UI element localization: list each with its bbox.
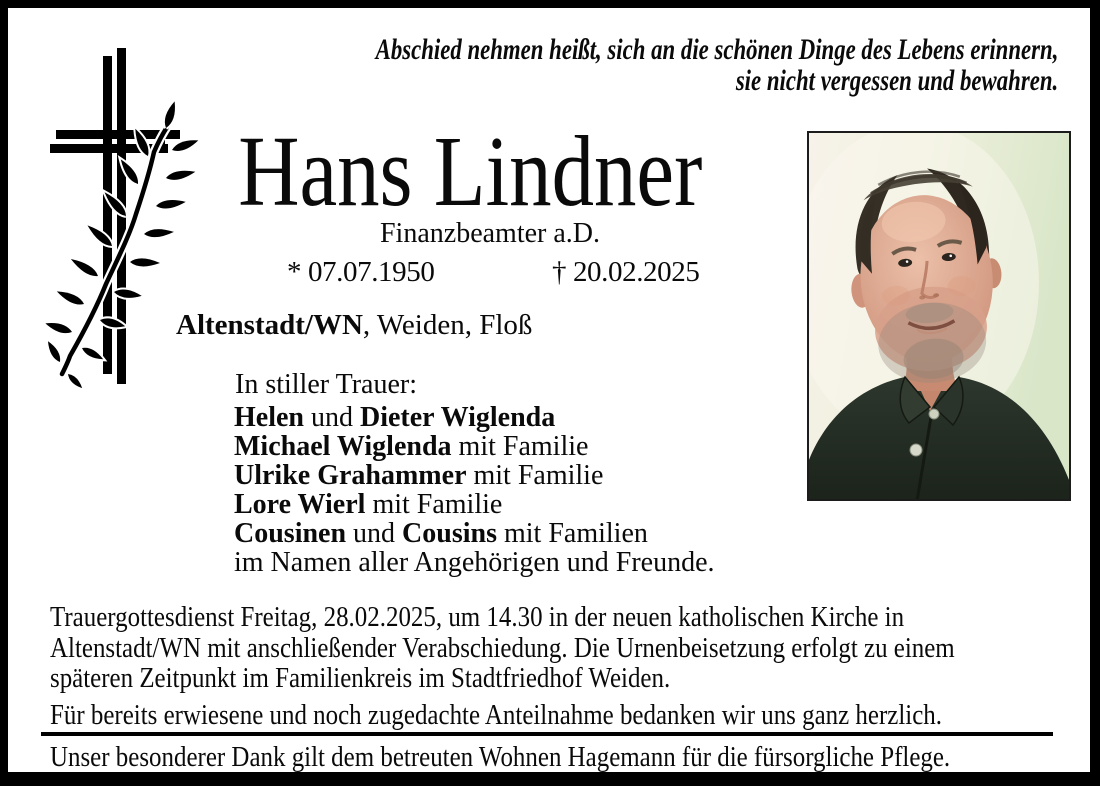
- text-segment: Dieter Wiglenda: [360, 402, 556, 433]
- mourner-line: [234, 432, 715, 461]
- text-segment: Helen: [234, 402, 304, 433]
- birth-date: * 07.07.1950: [287, 256, 435, 288]
- text-segment: mit Familien: [496, 518, 648, 549]
- text-segment: Cousins: [402, 518, 497, 549]
- death-date: † 20.02.2025: [552, 256, 700, 288]
- acknowledgement-text-2: Unser besonderer Dank gilt dem betreuten Wohnen Hagemann für die fürsorgliche Pflege.: [50, 741, 951, 773]
- mourning-intro: In stiller Trauer:: [235, 369, 417, 400]
- text-segment: Altenstadt/WN: [176, 309, 363, 341]
- text-segment: und: [304, 402, 360, 433]
- quote-line-2: sie nicht vergessen und bewahren.: [735, 64, 1058, 97]
- text-segment: im Namen aller Angehörigen und Freunde.: [234, 547, 715, 578]
- deceased-profession: Finanzbeamter a.D.: [379, 218, 601, 249]
- separator-rule: [41, 732, 1053, 736]
- text-segment: , Weiden, Floß: [362, 309, 533, 341]
- places-line: [176, 309, 532, 342]
- service-line: späteren Zeitpunkt im Familienkreis im Stadtfriedhof Weiden.: [50, 662, 671, 694]
- mourner-line: [234, 548, 715, 577]
- text-segment: und: [346, 518, 403, 549]
- mourner-line: [234, 461, 715, 490]
- portrait-photo: [807, 131, 1071, 501]
- service-line: Altenstadt/WN mit anschließender Verabschiedung. Die Urnenbeisetzung erfolgt zu einem: [50, 631, 955, 664]
- acknowledgement-line-1: [50, 700, 1087, 730]
- quote-line-1: Abschied nehmen heißt, sich an die schönen Dinge des Lebens erinnern,: [375, 33, 1058, 66]
- mourner-line: [234, 403, 715, 432]
- text-segment: Cousinen: [234, 518, 347, 549]
- service-paragraph: [50, 602, 1100, 694]
- acknowledgement-text-1: Für bereits erwiesene und noch zugedachte Anteilnahme bedanken wir uns ganz herzlich.: [50, 699, 942, 731]
- mourners-list: [234, 403, 715, 577]
- text-segment: Ulrike Grahammer: [234, 460, 467, 491]
- mourner-line: [234, 519, 715, 548]
- memorial-quote: [160, 34, 1058, 96]
- mourner-line: [234, 490, 715, 519]
- text-segment: Michael Wiglenda: [234, 431, 452, 462]
- service-line: Trauergottesdienst Freitag, 28.02.2025, um 14.30 in der neuen katholischen Kirche in: [50, 601, 905, 633]
- deceased-name: Hans Lindner: [237, 115, 703, 227]
- text-segment: mit Familie: [466, 460, 604, 491]
- acknowledgement-line-2: [50, 742, 1097, 772]
- text-segment: mit Familie: [365, 489, 503, 520]
- text-segment: mit Familie: [451, 431, 589, 462]
- text-segment: Lore Wierl: [234, 489, 366, 520]
